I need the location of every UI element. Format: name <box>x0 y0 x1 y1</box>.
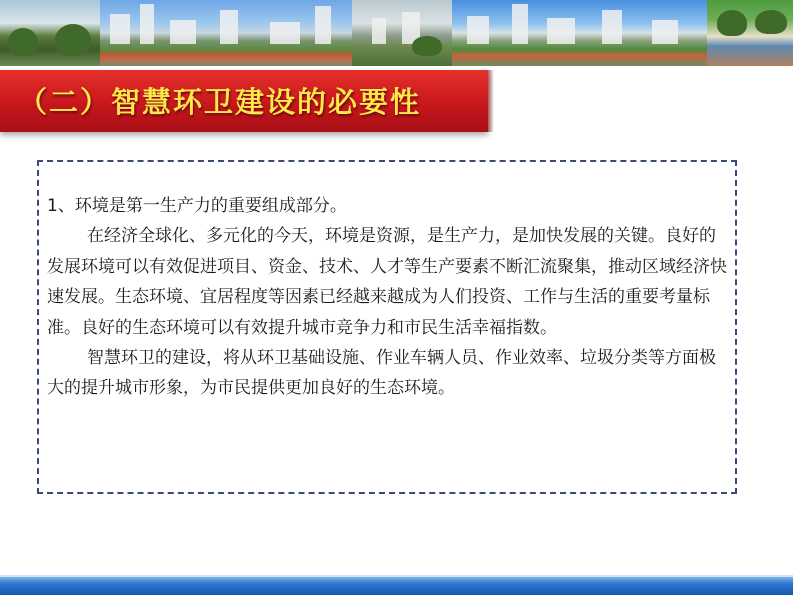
page-title: （二）智慧环卫建设的必要性 <box>18 85 422 119</box>
paragraph-1: 在经济全球化、多元化的今天，环境是资源，是生产力，是加快发展的关键。良好的发展环境可以有效促进项目、资金、技术、人才等生产要素不断汇流聚集，推动区域经济快速发展。生态环境、宜居程度等因素已经越来越成为人们投资、工作与生活的重要考量标准。良好的生态环境可以有效提升城市竞争力和市民生活幸福指数。 <box>47 226 727 338</box>
section-heading: 1、环境是第一生产力的重要组成部分。 <box>47 196 347 216</box>
paragraph-2: 智慧环卫的建设，将从环卫基础设施、作业车辆人员、作业效率、垃圾分类等方面极大的提升城市形象，为市民提供更加良好的生态环境。 <box>47 348 716 399</box>
footer-bar <box>0 577 793 595</box>
title-band <box>0 70 488 132</box>
city-stadium-photo <box>100 0 352 66</box>
park-skyline-photo <box>352 0 452 66</box>
garden-photo <box>0 0 100 66</box>
content-body <box>47 191 727 404</box>
header-photo-banner <box>0 0 793 66</box>
city-aerial-photo <box>452 0 707 66</box>
square-photo <box>707 0 793 66</box>
